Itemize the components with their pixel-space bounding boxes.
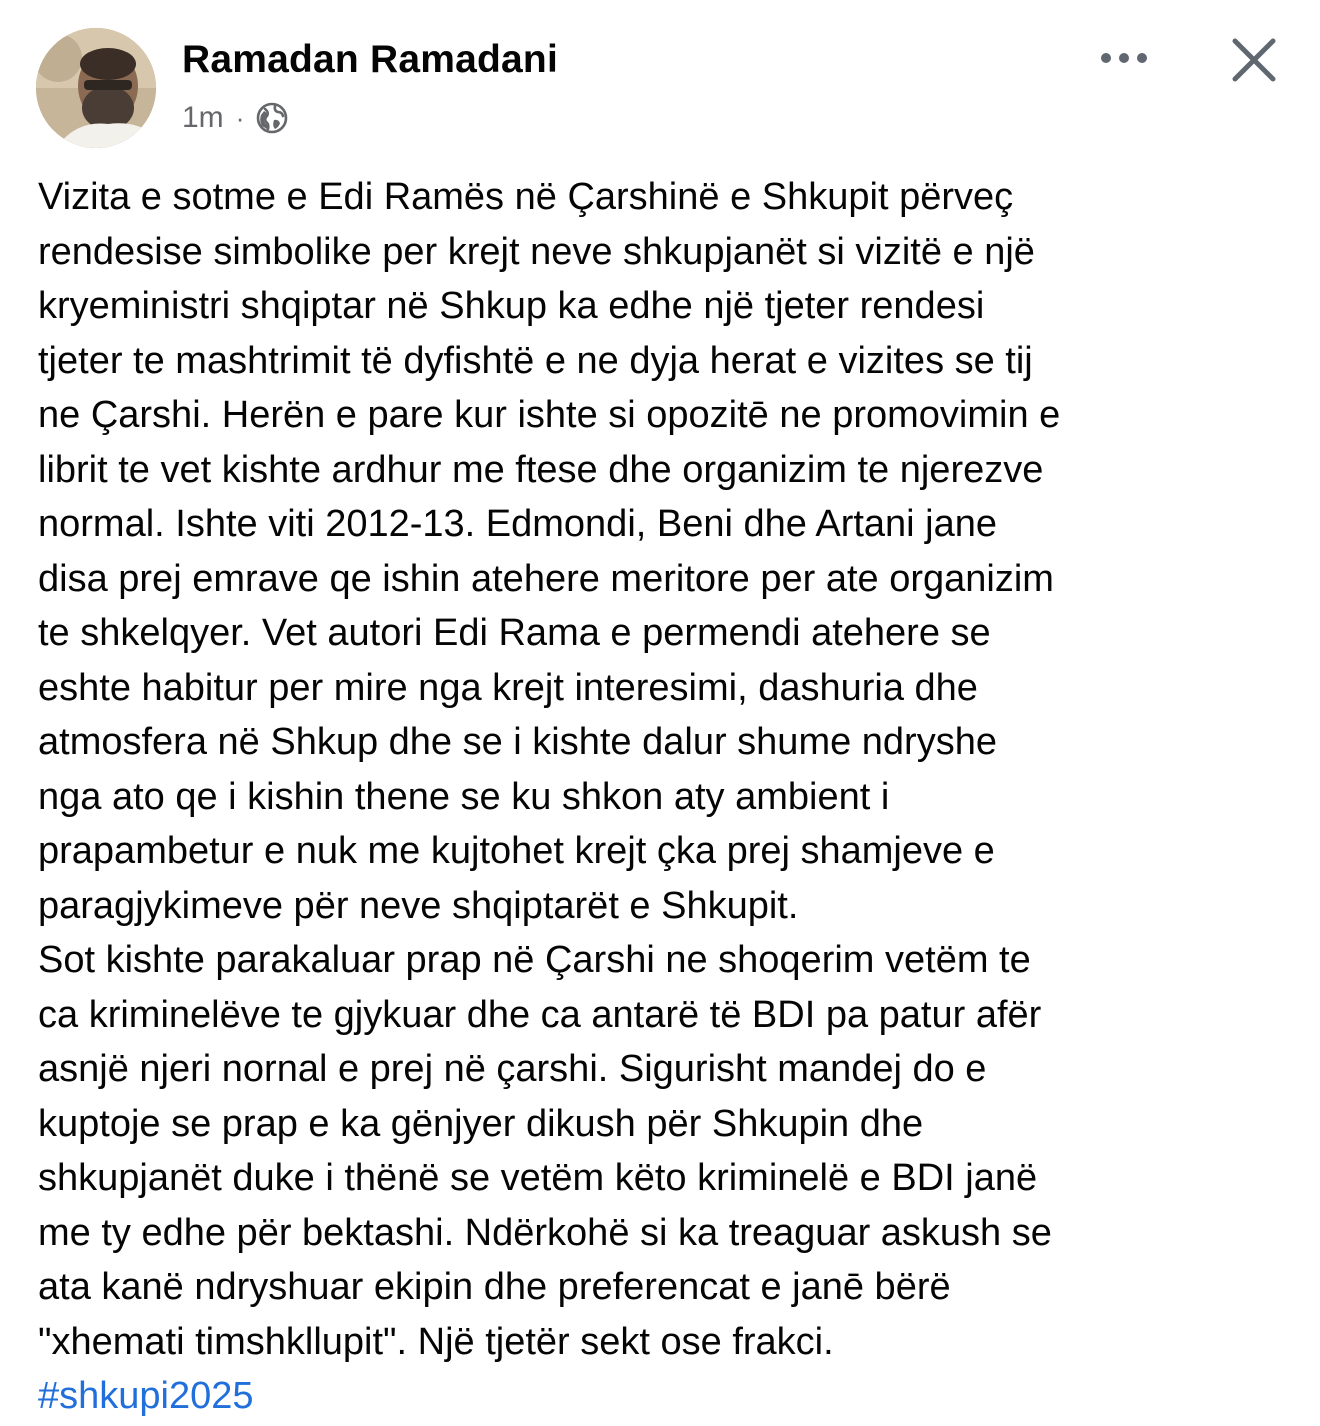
post-text-line: kuptoje se prap e ka gënjyer dikush për Shkupin dhe — [38, 1102, 924, 1145]
post-text-line: prapambetur e nuk me kujtohet krejt çka prej shamjeve e — [38, 830, 995, 872]
post-text-line: ne Çarshi. Herën e pare kur ishte si opozitē ne promovimin e — [38, 394, 1061, 436]
post-timestamp[interactable]: 1m — [182, 101, 224, 134]
meta-separator: · — [235, 103, 245, 133]
post-text-line: asnjë njeri nornal e prej në çarshi. Sigurisht mandej do e — [38, 1048, 987, 1090]
hashtag-line — [38, 1369, 1298, 1424]
post-text-line: ata kanë ndryshuar ekipin dhe preferencat e janē bërë — [38, 1266, 951, 1308]
post-text-line: te shkelqyer. Vet autori Edi Rama e permendi atehere se — [38, 612, 991, 654]
post-text-line: "xhemati timshkllupit". Një tjetër sekt ose frakci. — [38, 1320, 834, 1363]
author-name[interactable]: Ramadan Ramadani — [182, 38, 558, 81]
post-meta — [182, 98, 288, 138]
post-text-line: librit te vet kishte ardhur me ftese dhe organizim te njerezve — [38, 448, 1044, 491]
post-text-line: kryeministri shqiptar në Shkup ka edhe një tjeter rendesi — [38, 285, 985, 327]
post-header — [0, 0, 1320, 160]
more-horizontal-icon — [1100, 52, 1148, 64]
close-button[interactable] — [1222, 28, 1286, 92]
more-options-button[interactable] — [1092, 36, 1156, 80]
post-text-line: normal. Ishte viti 2012-13. Edmondi, Beni dhe Artani jane — [38, 503, 998, 545]
post-text-line: rendesise simbolike per krejt neve shkupjanët si vizitë e një — [38, 230, 1035, 273]
hashtag-link[interactable]: #shkupi2025 — [38, 1375, 254, 1417]
post-text-line: tjeter te mashtrimit të dyfishtë e ne dyja herat e vizites se tij — [38, 339, 1033, 382]
post-text-line: atmosfera në Shkup dhe se i kishte dalur shume ndryshe — [38, 721, 997, 763]
globe-icon[interactable] — [256, 102, 288, 134]
post-text-line: disa prej emrave qe ishin atehere meritore per ate organizim — [38, 557, 1054, 600]
post-text-line: me ty edhe për bektashi. Ndërkohë si ka treaguar askush se — [38, 1211, 1052, 1254]
post-text-line: eshte habitur per mire nga krejt interesimi, dashuria dhe — [38, 666, 978, 709]
post-text-line: Sot kishte parakaluar prap në Çarshi ne shoqerim vetëm te — [38, 939, 1031, 981]
post-text-line: Vizita e sotme e Edi Ramës në Çarshinë e Shkupit përveç — [38, 176, 1014, 218]
post-text-line: nga ato qe i kishin thene se ku shkon aty ambient i — [38, 775, 890, 818]
post-body — [38, 170, 1298, 1424]
close-icon — [1230, 36, 1278, 84]
post-text-line: shkupjanët duke i thënë se vetëm këto kriminelë e BDI janë — [38, 1157, 1038, 1199]
post-text-line: paragjykimeve për neve shqiptarët e Shkupit. — [38, 884, 799, 927]
avatar[interactable] — [36, 28, 156, 148]
post-text-line: ca kriminelëve te gjykuar dhe ca antarë të BDI pa patur afër — [38, 993, 1042, 1036]
